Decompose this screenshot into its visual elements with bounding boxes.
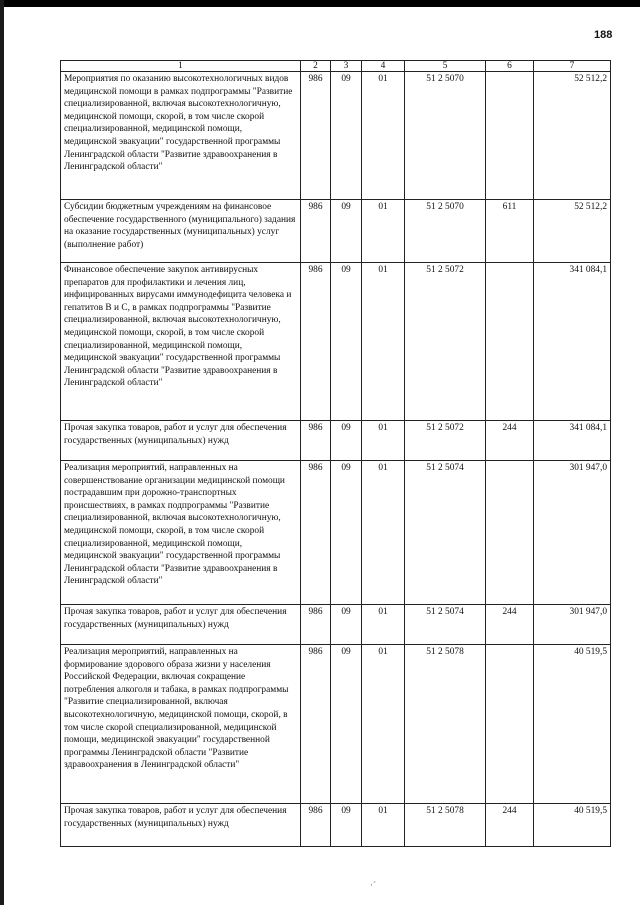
table-row: [61, 421, 611, 461]
cell-ministry-code: 986: [301, 200, 331, 263]
table-row: [61, 605, 611, 645]
row-description: Реализация мероприятий, направленных на совершенствование организации медицинской помощи пострадавшим при дорожно-транспортных происшествиях, в рамках подпрограммы "Развитие специализированной, включая высокотехнологичную, медицинской помощи, скорой, в том числе скорой специализированной, медицинской помощи, медицинской эвакуации" государственной программы Ленинградской области "Развитие здравоохранения в Ленинградской области": [61, 461, 301, 605]
column-header-3: 3: [331, 61, 362, 72]
cell-amount: 301 947,0: [534, 605, 611, 645]
table-row: [61, 263, 611, 421]
cell-section: 09: [331, 421, 362, 461]
cell-amount: 40 519,5: [534, 645, 611, 804]
cell-subsection: 01: [362, 421, 405, 461]
column-header-1: 1: [61, 61, 301, 72]
column-header-2: 2: [301, 61, 331, 72]
cell-ministry-code: 986: [301, 645, 331, 804]
cell-subsection: 01: [362, 263, 405, 421]
cell-section: 09: [331, 200, 362, 263]
cell-subsection: 01: [362, 804, 405, 847]
row-description: Прочая закупка товаров, работ и услуг для обеспечения государственных (муниципальных) нужд: [61, 421, 301, 461]
cell-section: 09: [331, 72, 362, 200]
table-row: [61, 72, 611, 200]
cell-amount: 301 947,0: [534, 461, 611, 605]
cell-amount: 52 512,2: [534, 200, 611, 263]
table-row: [61, 804, 611, 847]
cell-subsection: 01: [362, 645, 405, 804]
table-row: [61, 461, 611, 605]
cell-amount: 341 084,1: [534, 421, 611, 461]
cell-amount: 341 084,1: [534, 263, 611, 421]
cell-section: 09: [331, 605, 362, 645]
cell-expense-type: [486, 461, 534, 605]
cell-target-article: 51 2 5078: [405, 804, 486, 847]
cell-subsection: 01: [362, 72, 405, 200]
cell-target-article: 51 2 5072: [405, 421, 486, 461]
cell-target-article: 51 2 5072: [405, 263, 486, 421]
cell-ministry-code: 986: [301, 461, 331, 605]
cell-amount: 52 512,2: [534, 72, 611, 200]
table-row: [61, 645, 611, 804]
cell-target-article: 51 2 5078: [405, 645, 486, 804]
cell-target-article: 51 2 5074: [405, 605, 486, 645]
page-number: 188: [594, 29, 613, 41]
row-description: Финансовое обеспечение закупок антивирусных препаратов для профилактики и лечения лиц, инфицированных вирусами иммунодефицита человека и гепатитов В и С, в рамках подпрограммы "Развитие специализированной, включая высокотехнологичную, медицинской помощи, скорой, в том числе скорой специализированной, медицинской помощи, медицинской эвакуации" государственной программы Ленинградской области "Развитие здравоохранения в Ленинградской области": [61, 263, 301, 421]
row-description: Прочая закупка товаров, работ и услуг для обеспечения государственных (муниципальных) нужд: [61, 804, 301, 847]
cell-expense-type: 244: [486, 605, 534, 645]
cell-expense-type: 244: [486, 421, 534, 461]
cell-expense-type: 611: [486, 200, 534, 263]
cell-subsection: 01: [362, 200, 405, 263]
row-description: Реализация мероприятий, направленных на формирование здорового образа жизни у населения Российской Федерации, включая сокращение потребления алкоголя и табака, в рамках подпрограммы "Развитие специализированной, включая высокотехнологичную, медицинской помощи, скорой, в том числе скорой специализированной, медицинской помощи, медицинской эвакуации" государственной программы Ленинградской области "Развитие здравоохранения в Ленинградской области": [61, 645, 301, 804]
budget-table: [60, 60, 611, 847]
column-header-7: 7: [534, 61, 611, 72]
table-header-row: [61, 61, 611, 72]
cell-subsection: 01: [362, 605, 405, 645]
column-header-5: 5: [405, 61, 486, 72]
cell-expense-type: [486, 263, 534, 421]
cell-ministry-code: 986: [301, 263, 331, 421]
cell-expense-type: [486, 72, 534, 200]
row-description: Мероприятия по оказанию высокотехнологичных видов медицинской помощи в рамках подпрограммы "Развитие специализированной, включая высокотехнологичную, медицинской помощи, скорой, в том числе скорой специализированной, медицинской помощи, медицинской эвакуации" государственной программы Ленинградской области "Развитие здравоохранения в Ленинградской области": [61, 72, 301, 200]
cell-target-article: 51 2 5070: [405, 72, 486, 200]
cell-expense-type: 244: [486, 804, 534, 847]
cell-ministry-code: 986: [301, 72, 331, 200]
cell-section: 09: [331, 461, 362, 605]
table-row: [61, 200, 611, 263]
scan-border-left: [0, 0, 4, 905]
cell-ministry-code: 986: [301, 421, 331, 461]
cell-target-article: 51 2 5070: [405, 200, 486, 263]
cell-section: 09: [331, 645, 362, 804]
scan-border-top: [0, 0, 640, 7]
cell-expense-type: [486, 645, 534, 804]
row-description: Субсидии бюджетным учреждениям на финансовое обеспечение государственного (муниципального) задания на оказание государственных (муниципальных) услуг (выполнение работ): [61, 200, 301, 263]
column-header-6: 6: [486, 61, 534, 72]
cell-ministry-code: 986: [301, 804, 331, 847]
cell-target-article: 51 2 5074: [405, 461, 486, 605]
cell-amount: 40 519,5: [534, 804, 611, 847]
row-description: Прочая закупка товаров, работ и услуг для обеспечения государственных (муниципальных) нужд: [61, 605, 301, 645]
cell-section: 09: [331, 804, 362, 847]
cell-subsection: 01: [362, 461, 405, 605]
scan-artifact: ·ˊ: [370, 880, 376, 890]
column-header-4: 4: [362, 61, 405, 72]
cell-ministry-code: 986: [301, 605, 331, 645]
cell-section: 09: [331, 263, 362, 421]
